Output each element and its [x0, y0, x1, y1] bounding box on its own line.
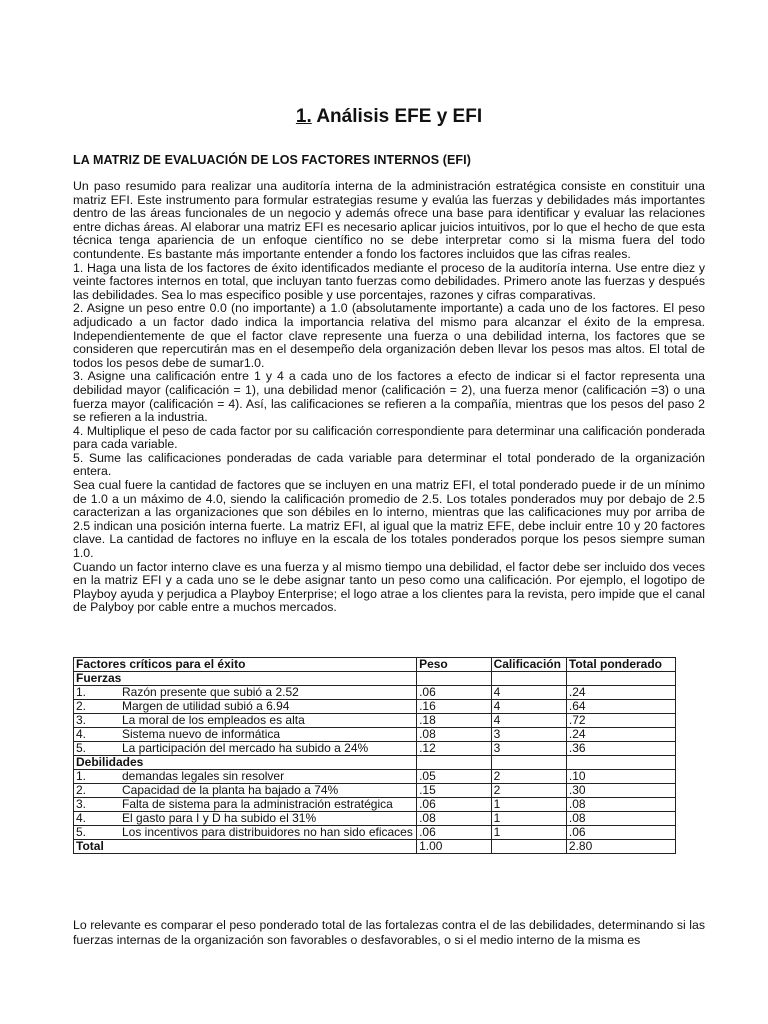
factor-text: Falta de sistema para la administración estratégica	[122, 797, 393, 811]
factor-cell	[74, 770, 417, 784]
rating-cell: 1	[491, 798, 566, 812]
weight-cell: .08	[417, 728, 492, 742]
weight-cell: .06	[417, 798, 492, 812]
table-row	[74, 742, 676, 756]
rating-cell: 4	[491, 700, 566, 714]
weight-cell: .08	[417, 812, 492, 826]
table-row	[74, 784, 676, 798]
closing-paragraph: Lo relevante es comparar el peso ponderado total de las fortalezas contra el de las debilidades, determinando si las fuerzas internas de la organización son favorables o desfavorables, o si el medio interno de la misma es	[73, 918, 705, 947]
table-row	[74, 798, 676, 812]
factor-cell	[74, 798, 417, 812]
paragraph: Un paso resumido para realizar una auditoría interna de la administración estratégica consiste en constituir una matriz EFI. Este instrumento para formular estrategias resume y evalúa las fuerzas y debilidades más importantes dentro de las áreas funcionales de un negocio y además ofrece una base para identificar y evaluar las relaciones entre dichas áreas. Al elaborar una matriz EFI es necesario aplicar juicios intuitivos, por lo que el hecho de que esta técnica tenga apariencia de un enfoque científico no se debe interpretar como si la misma fuera del todo contundente. Es bastante más importante entender a fondo los factores incluidos que las cifras reales.	[73, 179, 705, 261]
weighted-cell: .30	[566, 784, 675, 798]
factor-text: Margen de utilidad subió a 6.94	[122, 699, 290, 713]
weighted-cell: .10	[566, 770, 675, 784]
section-row	[74, 672, 676, 686]
factor-cell	[74, 728, 417, 742]
weight-cell: .18	[417, 714, 492, 728]
factor-cell	[74, 714, 417, 728]
table-row	[74, 700, 676, 714]
paragraph: 1. Haga una lista de los factores de éxito identificados mediante el proceso de la auditoría interna. Use entre diez y veinte factores internos en total, que incluyan tanto fuerzas como debilidades. Primero anote las fuerzas y después las debilidades. Sea lo mas especifico posible y use porcentajes, razones y cifras comparativas.	[73, 260, 705, 302]
factor-cell	[74, 700, 417, 714]
section-label: Debilidades	[74, 756, 417, 770]
factor-cell	[74, 686, 417, 700]
table-header-row	[74, 658, 676, 672]
factor-text: Capacidad de la planta ha bajado a 74%	[122, 783, 339, 797]
factor-text: Los incentivos para distribuidores no han sido eficaces	[122, 825, 413, 839]
weight-cell: .12	[417, 742, 492, 756]
weighted-cell: .08	[566, 812, 675, 826]
weaknesses-rows	[74, 770, 676, 840]
factor-text: demandas legales sin resolver	[122, 769, 285, 783]
factor-text: Sistema nuevo de informática	[122, 727, 281, 741]
weight-cell: .06	[417, 686, 492, 700]
rating-cell: 2	[491, 784, 566, 798]
weighted-cell: .64	[566, 700, 675, 714]
factor-cell	[74, 826, 417, 840]
title-text: Análisis EFE y EFI	[316, 106, 483, 127]
factor-text: Razón presente que subió a 2.52	[122, 685, 299, 699]
rating-cell: 4	[491, 686, 566, 700]
factor-number: 2.	[76, 783, 87, 797]
weighted-cell: .06	[566, 826, 675, 840]
total-rating	[491, 840, 566, 854]
factor-cell	[74, 742, 417, 756]
strengths-rows	[74, 686, 676, 756]
factor-text: La moral de los empleados es alta	[122, 713, 305, 727]
efi-matrix-table	[73, 657, 676, 854]
factor-number: 4.	[76, 727, 87, 741]
factor-number: 1.	[76, 769, 87, 783]
weight-cell: .06	[417, 826, 492, 840]
factor-number: 1.	[76, 685, 87, 699]
weight-cell: .15	[417, 784, 492, 798]
page-title	[73, 106, 705, 128]
factor-text: El gasto para I y D ha subido el 31%	[122, 811, 317, 825]
column-header: Factores críticos para el éxito	[74, 658, 417, 672]
weighted-cell: .24	[566, 686, 675, 700]
weight-cell: .05	[417, 770, 492, 784]
factor-number: 3.	[76, 713, 87, 727]
weight-cell: .16	[417, 700, 492, 714]
table-row	[74, 686, 676, 700]
section-heading: LA MATRIZ DE EVALUACIÓN DE LOS FACTORES INTERNOS (EFI)	[73, 153, 471, 167]
paragraph: 3. Asigne una calificación entre 1 y 4 a cada uno de los factores a efecto de indicar si el factor representa una debilidad mayor (calificación = 1), una debilidad menor (calificación = 2), una fuerza menor (calificación =3) o una fuerza mayor (calificación = 4). Así, las calificaciones se refieren a la compañía, mientras que los pesos del paso 2 se refieren a la industria.	[73, 369, 705, 425]
column-header: Total ponderado	[566, 658, 675, 672]
factor-number: 4.	[76, 811, 87, 825]
weighted-cell: .72	[566, 714, 675, 728]
total-weight: 1.00	[417, 840, 492, 854]
weighted-cell: .08	[566, 798, 675, 812]
paragraph: Sea cual fuere la cantidad de factores que se incluyen en una matriz EFI, el total ponderado puede ir de un mínimo de 1.0 a un máximo de 4.0, siendo la calificación promedio de 2.5. Los totales ponderados muy por debajo de 2.5 caracterizan a las organizaciones que son débiles en lo interno, mientras que las calificaciones muy por arriba de 2.5 indican una posición interna fuerte. La matriz EFI, al igual que la matriz EFE, debe incluir entre 10 y 20 factores clave. La cantidad de factores no influye en la escala de los totales ponderados porque los pesos siempre suman 1.0.	[73, 478, 705, 561]
table-row	[74, 826, 676, 840]
total-row	[74, 840, 676, 854]
total-label: Total	[74, 840, 417, 854]
rating-cell: 3	[491, 742, 566, 756]
weighted-cell: .24	[566, 728, 675, 742]
column-header: Calificación	[491, 658, 566, 672]
table-row	[74, 714, 676, 728]
total-weighted: 2.80	[566, 840, 675, 854]
factor-number: 5.	[76, 825, 87, 839]
factor-cell	[74, 812, 417, 826]
body-text	[73, 180, 705, 615]
paragraph: 5. Sume las calificaciones ponderadas de cada variable para determinar el total ponderado de la organización entera.	[73, 450, 705, 479]
rating-cell: 4	[491, 714, 566, 728]
section-row	[74, 756, 676, 770]
section-label: Fuerzas	[74, 672, 417, 686]
weighted-cell: .36	[566, 742, 675, 756]
rating-cell: 1	[491, 812, 566, 826]
paragraph: 2. Asigne un peso entre 0.0 (no importante) a 1.0 (absolutamente importante) a cada uno de los factores. El peso adjudicado a un factor dado indica la importancia relativa del mismo para alcanzar el éxito de la empresa. Independientemente de que el factor clave represente una fuerza o una debilidad interna, los factores que se consideren que repercutirán mas en el desempeño dela organización deben llevar los pesos mas altos. El total de todos los pesos debe de sumar1.0.	[73, 301, 705, 370]
factor-number: 2.	[76, 699, 87, 713]
rating-cell: 1	[491, 826, 566, 840]
table-row	[74, 728, 676, 742]
factor-text: La participación del mercado ha subido a 24%	[122, 741, 369, 755]
table-row	[74, 812, 676, 826]
table-row	[74, 770, 676, 784]
paragraph: Cuando un factor interno clave es una fuerza y al mismo tiempo una debilidad, el factor debe ser incluido dos veces en la matriz EFI y a cada uno se le debe asignar tanto un peso como una calificación. Por ejemplo, el logotipo de Playboy ayuda y perjudica a Playboy Enterprise; el logo atrae a los clientes para la revista, pero impide que el canal de Palyboy por cable entre a muchos mercados.	[73, 559, 705, 615]
paragraph: 4. Multiplique el peso de cada factor por su calificación correspondiente para determinar una calificación ponderada para cada variable.	[73, 423, 705, 452]
column-header: Peso	[417, 658, 492, 672]
title-number: 1.	[295, 106, 312, 127]
factor-cell	[74, 784, 417, 798]
rating-cell: 2	[491, 770, 566, 784]
factor-number: 5.	[76, 741, 87, 755]
factor-number: 3.	[76, 797, 87, 811]
rating-cell: 3	[491, 728, 566, 742]
